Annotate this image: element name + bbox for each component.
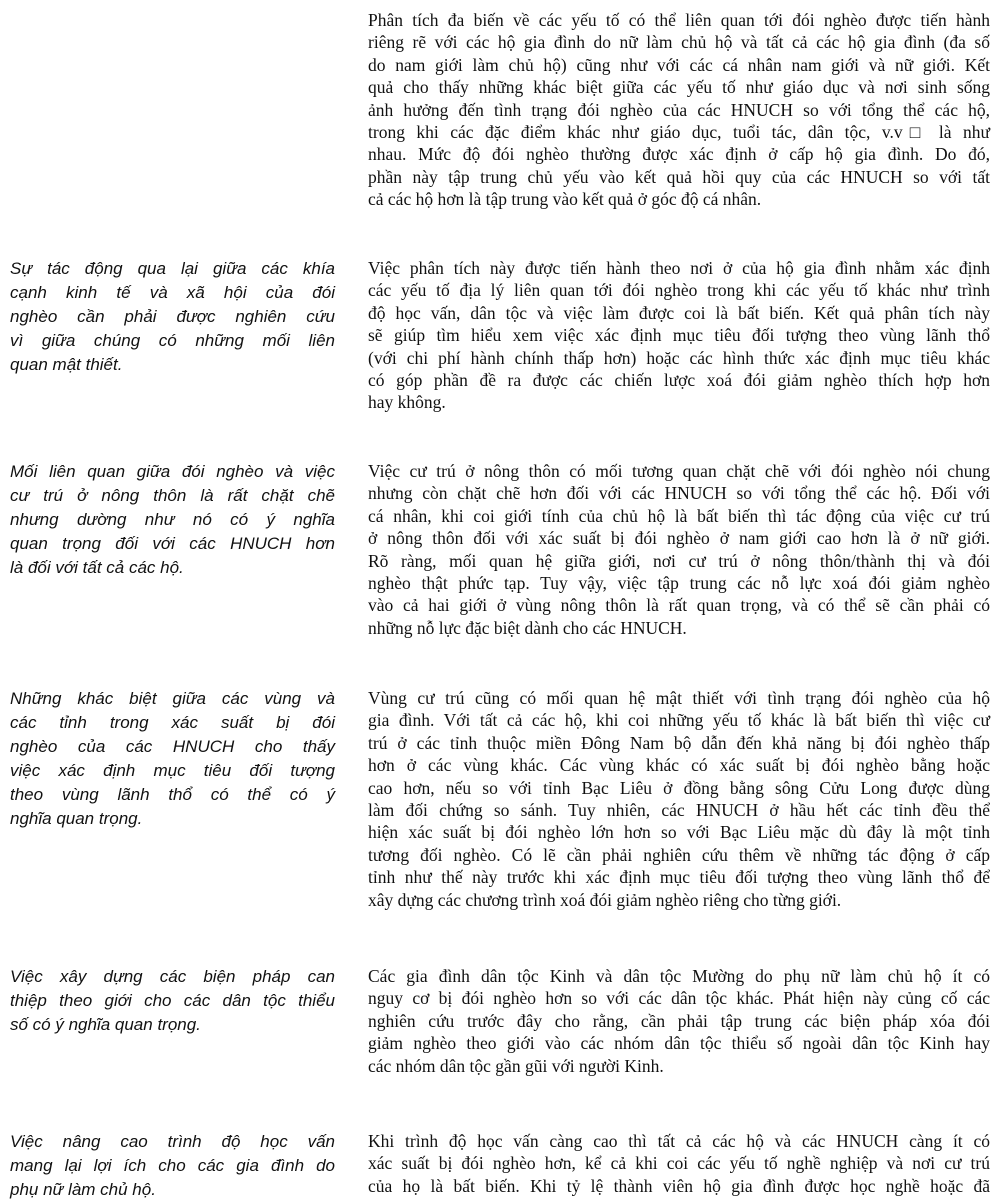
note-line: nghèo cần phải được nghiên cứu bbox=[10, 307, 335, 326]
body-line: tỉnh như thế này trước khi xác định mục tiêu đối tượng theo vùng lãnh thổ để bbox=[368, 867, 990, 888]
body-line: các yếu tố địa lý liên quan tới đói nghèo trong khi các yếu tố khác như trình bbox=[368, 280, 990, 301]
note-line: quan trọng đối với các HNUCH hơn bbox=[10, 534, 335, 553]
margin-note bbox=[10, 257, 335, 377]
note-line: các tỉnh trong xác suất bị đói bbox=[10, 713, 335, 732]
body-line: giảm nghèo theo giới vào các nhóm dân tộc thiểu số ngoài dân tộc Kinh hay bbox=[368, 1033, 990, 1054]
body-line: ở nông thôn đối với xác suất bị đói nghèo ở nam giới cao hơn là ở nữ giới. bbox=[368, 528, 990, 549]
note-line: Mối liên quan giữa đói nghèo và việc bbox=[10, 462, 335, 481]
note-line: nhưng dường như nó có ý nghĩa bbox=[10, 510, 335, 529]
body-line: hay không. bbox=[368, 392, 446, 413]
body-line: hơn ở các vùng khác. Các vùng khác có xác suất bị đói nghèo bằng hoặc bbox=[368, 755, 990, 776]
note-line: cư trú ở nông thôn là rất chặt chẽ bbox=[10, 486, 335, 505]
body-paragraph bbox=[368, 687, 990, 911]
body-line: nguy cơ bị đói nghèo hơn so với các dân tộc khác. Phát hiện này củng cố các bbox=[368, 988, 990, 1009]
body-line: xác suất bị đói nghèo hơn, kể cả khi coi các yếu tố nghề nghiệp và nơi cư trú bbox=[368, 1153, 990, 1174]
body-line: Việc phân tích này được tiến hành theo nơi ở của hộ gia đình nhằm xác định bbox=[368, 258, 990, 278]
body-line: phần này tập trung chủ yếu vào kết quả hồi quy của các HNUCH so với tất bbox=[368, 166, 990, 187]
body-line: Khi trình độ học vấn càng cao thì tất cả các hộ và các HNUCH càng ít có bbox=[368, 1131, 990, 1151]
body-line: của họ là bất biến. Khi tỷ lệ thành viên hộ gia đình được học nghề hoặc đã bbox=[368, 1175, 990, 1196]
body-line: do nam giới làm chủ hộ) cũng như với các cá nhân nam giới và nữ giới. Kết bbox=[368, 54, 990, 75]
body-paragraph bbox=[368, 1130, 990, 1197]
body-line: hiện xác suất bị đói nghèo lớn hơn so với Bạc Liêu mặc dù đây là một tỉnh bbox=[368, 822, 990, 843]
note-line: nghèo của các HNUCH cho thấy bbox=[10, 737, 335, 756]
body-line: Vùng cư trú cũng có mối quan hệ mật thiết với tình trạng đói nghèo của hộ bbox=[368, 688, 990, 708]
body-paragraph bbox=[368, 257, 990, 414]
body-line: ảnh hưởng đến tình trạng đói nghèo của các HNUCH so với tổng thể các hộ, bbox=[368, 99, 990, 120]
margin-note bbox=[10, 687, 335, 831]
body-line: nghiên cứu trước đây cho rằng, cần phải tập trung các biện pháp xóa đói bbox=[368, 1010, 990, 1031]
body-paragraph bbox=[368, 965, 990, 1077]
body-line: nhau. Mức độ đói nghèo thường được xác định ở cấp hộ gia đình. Do đó, bbox=[368, 144, 990, 165]
note-line: nghĩa quan trọng. bbox=[10, 809, 143, 828]
note-line: thiệp theo giới cho các dân tộc thiểu bbox=[10, 991, 335, 1010]
body-line: trong khi các đặc điểm khác như giáo dục, tuổi tác, dân tộc, v.v□ là như bbox=[368, 122, 990, 143]
margin-note bbox=[10, 460, 335, 580]
note-line: số có ý nghĩa quan trọng. bbox=[10, 1015, 201, 1034]
body-line: gia đình. Với tất cả các hộ, khi coi những yếu tố khác là bất biến thì việc cư bbox=[368, 710, 990, 731]
margin-note bbox=[10, 1130, 335, 1202]
body-line: cao hơn, nếu so với tỉnh Bạc Liêu ở đồng bằng sông Cửu Long được dùng bbox=[368, 777, 990, 798]
body-line: Rõ ràng, mối quan hệ giữa giới, nơi cư trú ở nông thôn/thành thị và đói bbox=[368, 550, 990, 571]
body-line: vào cả hai giới ở vùng nông thôn là rất quan trọng, và có thể sẽ cần phải có bbox=[368, 595, 990, 616]
note-line: là đối với tất cả các hộ. bbox=[10, 558, 184, 577]
body-line: nhưng còn chặt chẽ hơn đối với các HNUCH so với tổng thể các hộ. Đối với bbox=[368, 483, 990, 504]
note-line: cạnh kinh tế và xã hội của đói bbox=[10, 283, 335, 302]
body-line: sẽ giúp tìm hiểu xem việc xác định mục tiêu đối tượng theo vùng lãnh thổ bbox=[368, 325, 990, 346]
body-paragraph bbox=[368, 9, 990, 211]
note-line: vì giữa chúng có những mối liên bbox=[10, 331, 335, 350]
body-paragraph bbox=[368, 460, 990, 639]
body-line: có góp phần đề ra được các chiến lược xoá đói giảm nghèo thích hợp hơn bbox=[368, 370, 990, 391]
body-line: xây dựng các chương trình xoá đói giảm nghèo riêng cho từng giới. bbox=[368, 889, 842, 910]
body-line: độ học vấn, dân tộc và việc làm được coi là bất biến. Kết quả phân tích này bbox=[368, 302, 990, 323]
body-line: (với chi phí hành chính thấp hơn) hoặc các hình thức xác định mục tiêu khác bbox=[368, 347, 990, 368]
body-line: cả các hộ hơn là tập trung vào kết quả ở góc độ cá nhân. bbox=[368, 189, 762, 210]
note-line: Những khác biệt giữa các vùng và bbox=[10, 689, 335, 708]
body-line: cá nhân, khi coi giới tính của chủ hộ là bất biến thì tác động của việc cư trú bbox=[368, 505, 990, 526]
body-line: nghèo thật phức tạp. Tuy vậy, việc tập trung các nỗ lực xoá đói giảm nghèo bbox=[368, 573, 990, 594]
body-line: trú ở các tỉnh thuộc miền Đông Nam bộ dẫn đến khả năng bị đói nghèo thấp bbox=[368, 732, 990, 753]
body-line: tương đối nghèo. Có lẽ cần phải nghiên cứu thêm về những tác động ở cấp bbox=[368, 844, 990, 865]
note-line: Việc xây dựng các biện pháp can bbox=[10, 967, 335, 986]
note-line: Sự tác động qua lại giữa các khía bbox=[10, 259, 335, 278]
body-line: Phân tích đa biến về các yếu tố có thể liên quan tới đói nghèo được tiến hành bbox=[368, 10, 990, 30]
body-line: các nhóm dân tộc gần gũi với người Kinh. bbox=[368, 1055, 664, 1076]
note-line: mang lại lợi ích cho các gia đình do bbox=[10, 1156, 335, 1175]
note-line: phụ nữ làm chủ hộ. bbox=[10, 1180, 156, 1199]
body-line: làm đối chứng so sánh. Tuy nhiên, các HNUCH ở hầu hết các tỉnh đều thể bbox=[368, 800, 990, 821]
body-line: Việc cư trú ở nông thôn có mối tương quan chặt chẽ với đói nghèo nói chung bbox=[368, 461, 990, 481]
note-line: việc xác định mục tiêu đối tượng bbox=[10, 761, 335, 780]
note-line: Việc nâng cao trình độ học vấn bbox=[10, 1132, 335, 1151]
note-line: theo vùng lãnh thổ có thể có ý bbox=[10, 785, 335, 804]
body-line: riêng rẽ với các hộ gia đình do nữ làm chủ hộ và tất cả các hộ gia đình (đa số bbox=[368, 32, 990, 53]
note-line: quan mật thiết. bbox=[10, 355, 123, 374]
margin-note bbox=[10, 965, 335, 1037]
body-line: quả cho thấy những khác biệt giữa các yếu tố như giáo dục và nơi sinh sống bbox=[368, 77, 990, 98]
body-line: Các gia đình dân tộc Kinh và dân tộc Mường do phụ nữ làm chủ hộ ít có bbox=[368, 966, 990, 986]
body-line: những nỗ lực đặc biệt dành cho các HNUCH. bbox=[368, 617, 687, 638]
